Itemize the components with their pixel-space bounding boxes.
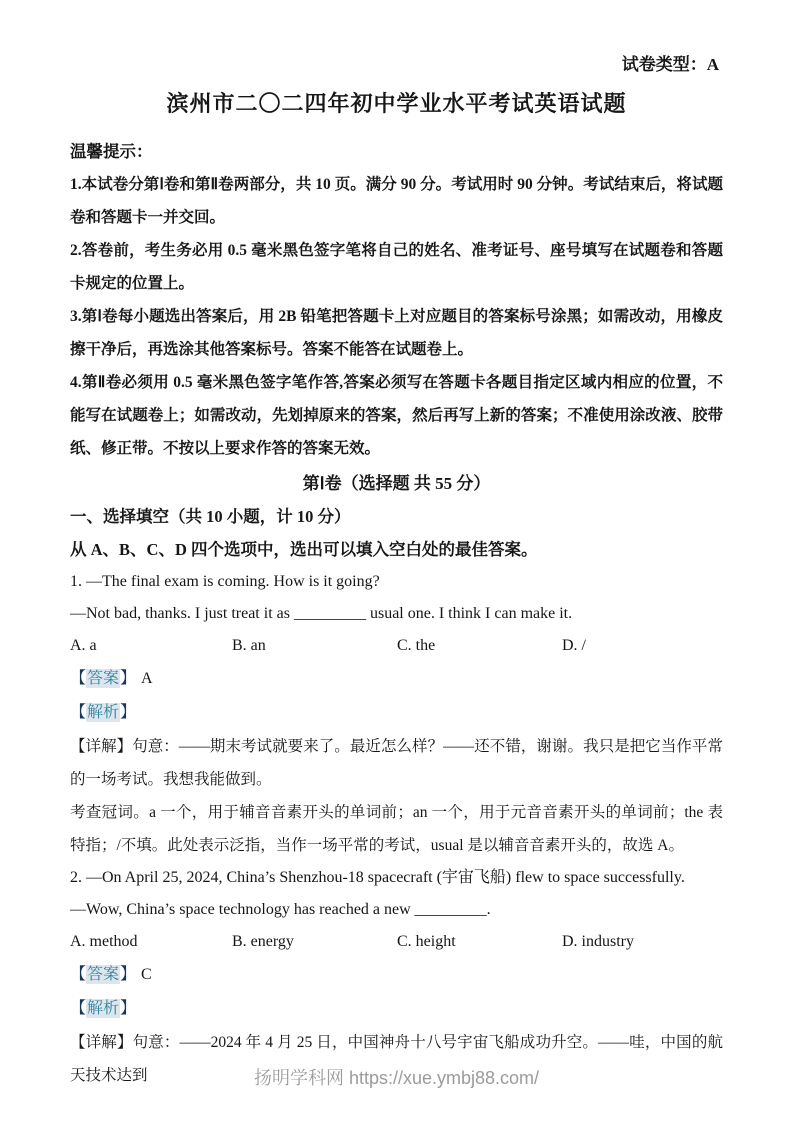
question-2-answer-line bbox=[70, 958, 723, 992]
question-1-answer-line bbox=[70, 662, 723, 696]
question-1-option-d: D. / bbox=[562, 637, 586, 654]
question-2-analysis-line bbox=[70, 992, 723, 1026]
question-2-option-c: C. height bbox=[397, 933, 456, 950]
bracket-close: 】 bbox=[120, 1000, 137, 1017]
question-1-option-b: B. an bbox=[232, 637, 266, 654]
question-1-option-c: C. the bbox=[397, 637, 436, 654]
paper-type-label: 试卷类型：A bbox=[621, 55, 719, 74]
question-1-analysis-line bbox=[70, 696, 723, 730]
question-2-option-b: B. energy bbox=[232, 933, 294, 950]
question-1-detail-paragraph-2: 考查冠词。a 一个，用于辅音音素开头的单词前；an 一个，用于元音音素开头的单词前；the 表特指；/不填。此处表示泛指，当作一场平常的考试，usual 是以辅音音素开头的，故选 A。 bbox=[70, 804, 723, 854]
question-1-options bbox=[70, 630, 723, 662]
bracket-open: 【 bbox=[70, 1000, 87, 1017]
tips-heading: 温馨提示： bbox=[70, 142, 153, 161]
answer-label: 答案 bbox=[87, 670, 120, 687]
footer-site-link[interactable]: 扬明学科网 https://xue.ymbj88.com/ bbox=[253, 1068, 540, 1088]
question-1-answer-value: A bbox=[141, 670, 153, 687]
answer-tag bbox=[70, 669, 136, 688]
question-1-option-a: A. a bbox=[70, 637, 97, 654]
tip-item-2: 2.答卷前，考生务必用 0.5 毫米黑色签字笔将自己的姓名、准考证号、座号填写在试题卷和答题卡规定的位置上。 bbox=[70, 242, 723, 292]
section1-instruction: 从 A、B、C、D 四个选项中，选出可以填入空白处的最佳答案。 bbox=[70, 540, 538, 559]
bracket-open: 【 bbox=[70, 670, 87, 687]
question-2 bbox=[70, 862, 723, 1092]
question-2-stem-line-1: 2. —On April 25, 2024, China’s Shenzhou-18 spacecraft (宇宙飞船) flew to space successfully. bbox=[70, 869, 685, 886]
detail-label: 【详解】 bbox=[70, 1034, 133, 1051]
footer bbox=[0, 1066, 793, 1090]
bracket-close: 】 bbox=[120, 670, 137, 687]
tip-item-1: 1.本试卷分第Ⅰ卷和第Ⅱ卷两部分，共 10 页。满分 90 分。考试用时 90 分钟。考试结束后，将试题卷和答题卡一并交回。 bbox=[70, 176, 723, 226]
question-1-stem-line-2: —Not bad, thanks. I just treat it as _________ usual one. I think I can make it. bbox=[70, 605, 573, 622]
question-2-stem-line-2: —Wow, China’s space technology has reached a new _________. bbox=[70, 901, 491, 918]
question-1 bbox=[70, 566, 723, 862]
part1-heading: 第Ⅰ卷（选择题 共 55 分） bbox=[302, 474, 491, 493]
analysis-tag bbox=[70, 703, 136, 722]
detail-label: 【详解】 bbox=[70, 738, 133, 755]
question-1-detail-text-1: 句意：——期末考试就要来了。最近怎么样？——还不错，谢谢。我只是把它当作平常的一场考试。我想我能做到。 bbox=[70, 738, 723, 788]
question-2-answer-value: C bbox=[141, 966, 152, 983]
question-2-detail-text-1: 句意：——2024 年 4 月 25 日，中国神舟十八号宇宙飞船成功升空。——哇，中国的航天技术达到 bbox=[70, 1034, 723, 1084]
answer-label: 答案 bbox=[87, 966, 120, 983]
answer-tag bbox=[70, 965, 136, 984]
bracket-open: 【 bbox=[70, 704, 87, 721]
bracket-open: 【 bbox=[70, 966, 87, 983]
bracket-close: 】 bbox=[120, 704, 137, 721]
analysis-tag bbox=[70, 999, 136, 1018]
page-title: 滨州市二〇二四年初中学业水平考试英语试题 bbox=[166, 91, 627, 116]
question-2-options bbox=[70, 926, 723, 958]
analysis-label: 解析 bbox=[87, 704, 120, 721]
question-2-option-d: D. industry bbox=[562, 933, 634, 950]
question-1-stem-line-1: 1. —The final exam is coming. How is it going? bbox=[70, 573, 380, 590]
question-1-detail-paragraph-1 bbox=[70, 730, 723, 796]
question-2-option-a: A. method bbox=[70, 933, 138, 950]
tip-item-3: 3.第Ⅰ卷每小题选出答案后，用 2B 铅笔把答题卡上对应题目的答案标号涂黑；如需改动，用橡皮擦干净后，再选涂其他答案标号。答案不能答在试题卷上。 bbox=[70, 308, 723, 358]
analysis-label: 解析 bbox=[87, 1000, 120, 1017]
bracket-close: 】 bbox=[120, 966, 137, 983]
section1-heading: 一、选择填空（共 10 小题，计 10 分） bbox=[70, 507, 351, 526]
tip-item-4: 4.第Ⅱ卷必须用 0.5 毫米黑色签字笔作答,答案必须写在答题卡各题目指定区域内相应的位置，不能写在试题卷上；如需改动，先划掉原来的答案，然后再写上新的答案；不准使用涂改液、胶带纸、修正带。不按以上要求作答的答案无效。 bbox=[70, 374, 723, 457]
